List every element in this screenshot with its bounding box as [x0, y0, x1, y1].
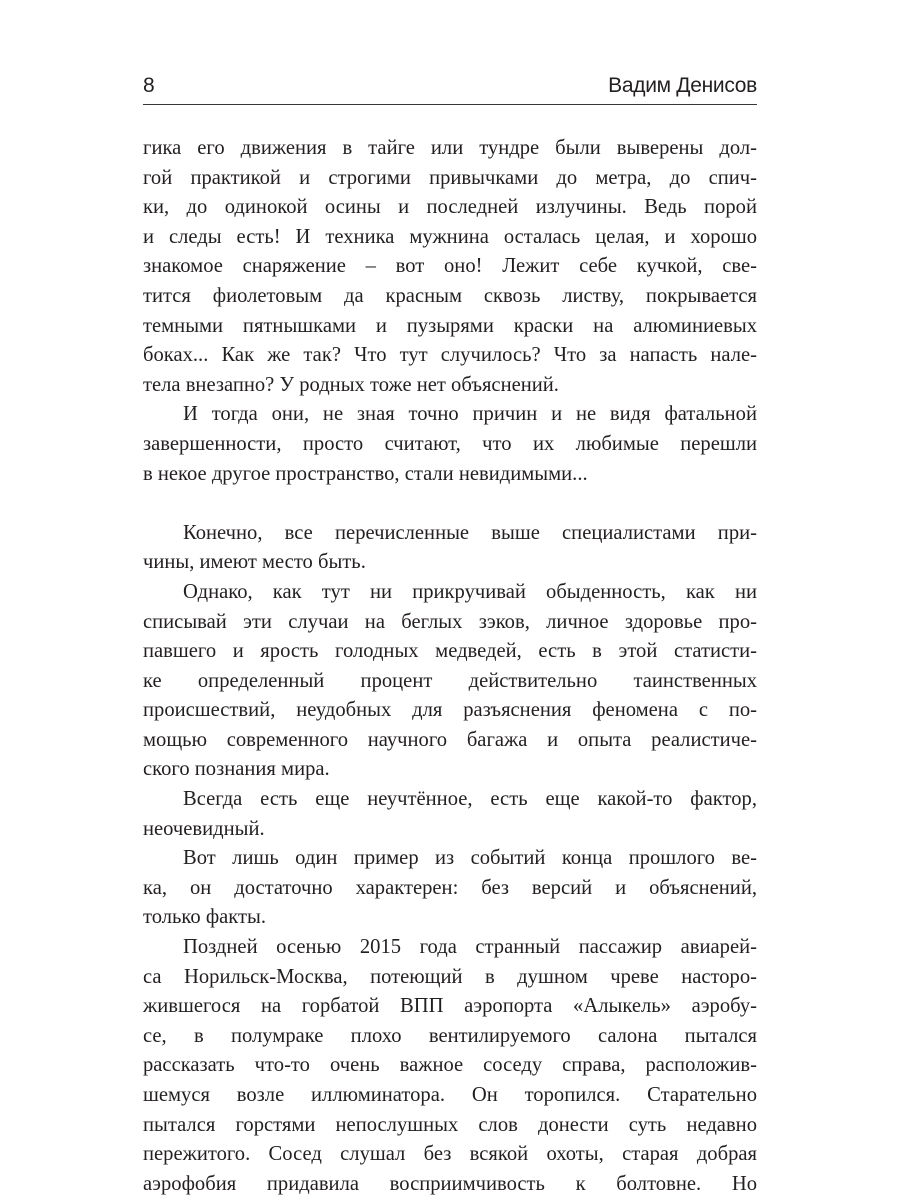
text-line: мощью современного научного багажа и опыта реалистиче- [143, 728, 757, 751]
text-line: происшествий, неудобных для разъяснения феномена с по- [143, 699, 757, 722]
text-line: боках... Как же так? Что тут случилось? Что за напасть нале- [143, 344, 757, 367]
text-line: жившегося на горбатой ВПП аэропорта «Алыкель» аэробу- [143, 995, 757, 1018]
text-line: в некое другое пространство, стали невидимыми... [143, 462, 588, 485]
paragraph [143, 844, 757, 933]
text-line: неочевидный. [143, 817, 265, 840]
text-line: только факты. [143, 906, 267, 929]
text-line: Поздней осенью 2015 года странный пассажир авиарей- [183, 936, 757, 959]
text-line: и следы есть! И техника мужнина осталась целая, и хорошо [143, 225, 757, 248]
text-line: тела внезапно? У родных тоже нет объяснений. [143, 373, 559, 396]
paragraph [143, 400, 757, 489]
paragraph [143, 933, 757, 1199]
text-line: завершенности, просто считают, что их любимые перешли [143, 432, 757, 455]
text-line: знакомое снаряжение – вот оно! Лежит себе кучкой, све- [143, 255, 757, 278]
text-line: аэрофобия придавила восприимчивость к болтовне. Но [143, 1172, 757, 1195]
text-line: гика его движения в тайге или тундре были выверены дол- [143, 137, 757, 159]
paragraph [143, 578, 757, 785]
paragraph [143, 519, 757, 578]
page-number: 8 [143, 74, 155, 97]
text-line: Конечно, все перечисленные выше специалистами при- [183, 521, 757, 544]
text-line: Однако, как тут ни прикручивай обыденность, как ни [183, 580, 757, 603]
text-line: ки, до одинокой осины и последней излучины. Ведь порой [143, 196, 757, 219]
text-line: ского познания мира. [143, 758, 330, 781]
text-line: се, в полумраке плохо вентилируемого салона пытался [143, 1024, 757, 1047]
text-line: ке определенный процент действительно таинственных [143, 669, 757, 692]
text-line: И тогда они, не зная точно причин и не видя фатальной [183, 403, 757, 426]
paragraph [143, 134, 757, 400]
text-line: шемуся возле иллюминатора. Он торопился. Старательно [143, 1084, 757, 1106]
text-line: Вот лишь один пример из событий конца прошлого ве- [183, 847, 757, 870]
author-name: Вадим Денисов [608, 74, 757, 97]
text-line: тится фиолетовым да красным сквозь листву, покрывается [143, 284, 757, 307]
text-line: са Норильск-Москва, потеющий в душном чреве насторо- [143, 965, 757, 988]
body-text [143, 134, 757, 1199]
running-header [143, 74, 757, 105]
text-line: пытался горстями непослушных слов донести суть недавно [143, 1113, 757, 1136]
text-line: гой практикой и строгими привычками до метра, до спич- [143, 166, 757, 189]
text-line: чины, имеют место быть. [143, 551, 366, 574]
text-line: темными пятнышками и пузырями краски на алюминиевых [143, 314, 757, 337]
text-line: ка, он достаточно характерен: без версий и объяснений, [143, 876, 757, 899]
paragraph [143, 785, 757, 844]
text-line: Всегда есть еще неучтённое, есть еще какой-то фактор, [183, 788, 757, 811]
text-line: павшего и ярость голодных медведей, есть в этой статисти- [143, 640, 757, 663]
text-line: пережитого. Сосед слушал без всякой охоты, старая добрая [143, 1143, 757, 1166]
text-line: рассказать что-то очень важное соседу справа, расположив- [143, 1054, 757, 1077]
section-break [143, 489, 757, 519]
text-line: списывай эти случаи на беглых зэков, личное здоровье про- [143, 610, 757, 633]
